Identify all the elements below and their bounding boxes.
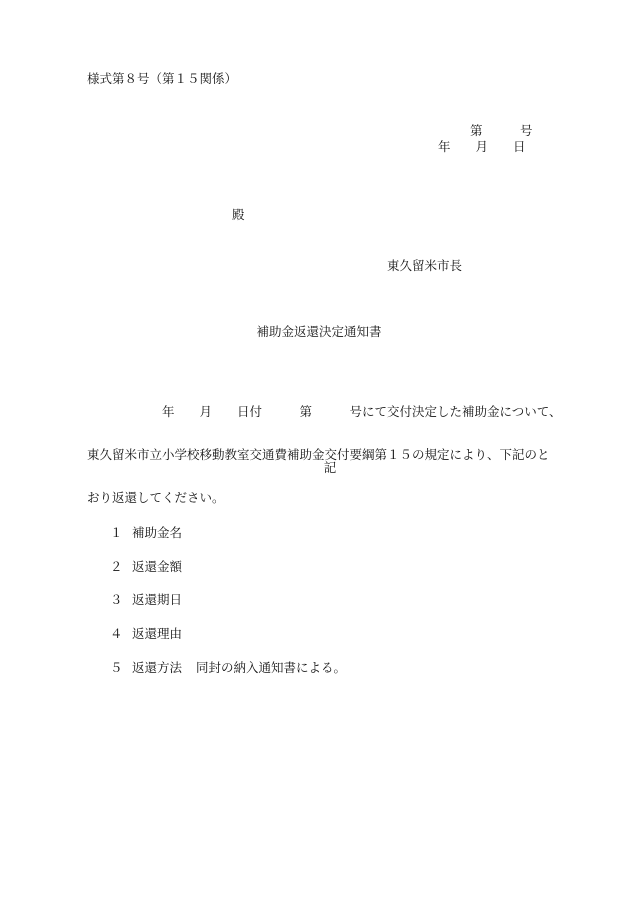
item-label: 返還理由 (131, 625, 182, 641)
document-date: 年 月 日 (438, 139, 526, 154)
item-label: 返還金額 (131, 558, 182, 574)
body-text (87, 378, 562, 520)
list-item (102, 514, 196, 539)
item-number: ５ (109, 659, 123, 675)
item-number: ４ (109, 625, 123, 641)
body-line-1: 年 月 日付 第 号にて交付決定した補助金について、 (87, 404, 562, 419)
issuer: 東久留米市長 (387, 258, 463, 273)
document-number: 第 号 (470, 123, 533, 138)
item-value: 同封の納入通知書による。 (195, 659, 346, 675)
item-number: ２ (109, 558, 123, 574)
form-id: 様式第８号（第１５関係） (87, 71, 238, 86)
record-label: 記 (323, 460, 337, 475)
document-title: 補助金返還決定通知書 (256, 324, 382, 339)
item-label: 補助金名 (131, 524, 182, 540)
item-number: １ (109, 524, 123, 540)
body-line-2: 東久留米市立小学校移動教室交通費補助金交付要綱第１５の規定により、下記のと (87, 447, 550, 462)
list-item (102, 581, 196, 606)
item-number: ３ (109, 591, 123, 607)
list-item (102, 649, 346, 674)
list-item (102, 615, 196, 640)
addressee: 殿 (232, 207, 245, 222)
item-label: 返還方法 (131, 659, 182, 675)
item-label: 返還期日 (131, 591, 182, 607)
list-item (102, 548, 196, 573)
body-line-3: おり返還してください。 (87, 490, 225, 505)
